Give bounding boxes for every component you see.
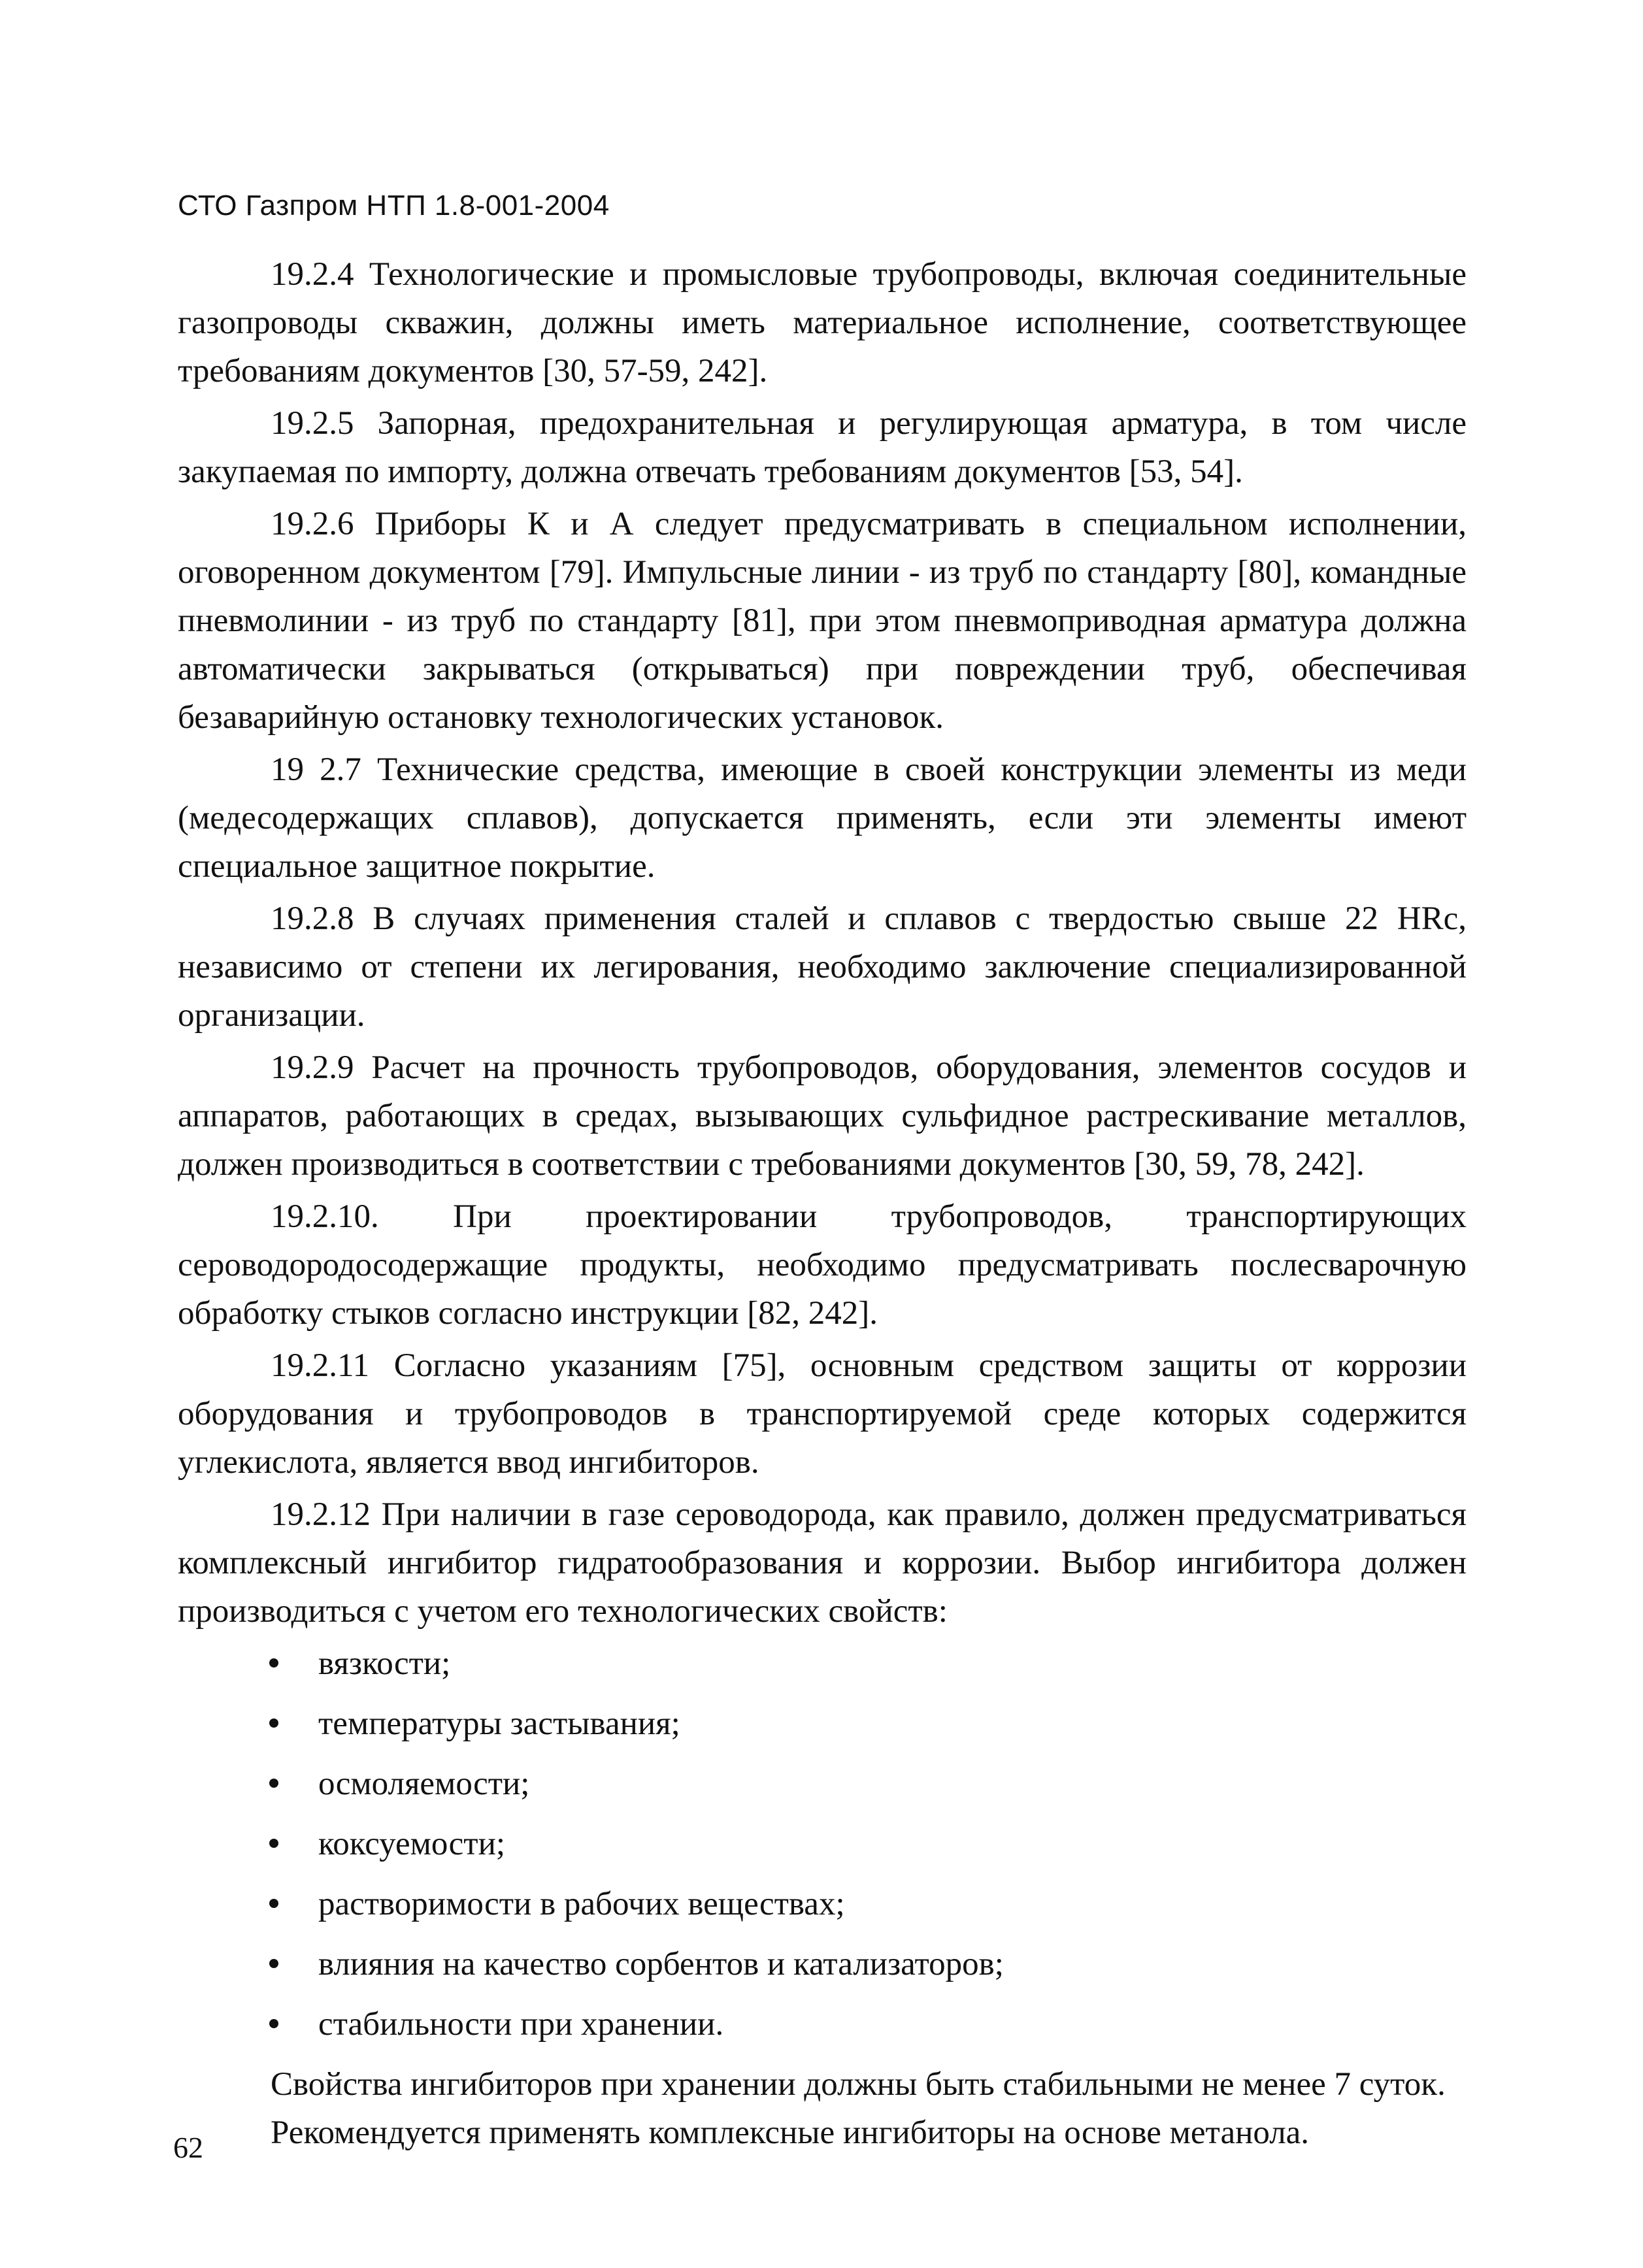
paragraph-19-2-10: 19.2.10. При проектировании трубопроводов, транспортирующих сероводородосодержащие продукты, необходимо предусматривать послесварочную обработку стыков согласно инструкции [82, 242]. [178, 1198, 1467, 1332]
page-number: 62 [173, 2131, 203, 2164]
paragraph-19-2-9: 19.2.9 Расчет на прочность трубопроводов, оборудования, элементов сосудов и аппаратов, работающих в средах, вызывающих сульфидное растрескивание металлов, должен производиться в соответствии с требованиями документов [30, 59, 78, 242]. [178, 1049, 1467, 1183]
document-header: СТО Газпром НТП 1.8-001-2004 [178, 189, 610, 222]
list-item-text: осмоляемости; [318, 1766, 530, 1802]
list-item-text: стабильности при хранении. [318, 2006, 724, 2043]
paragraph-19-2-4: 19.2.4 Технологические и промысловые трубопроводы, включая соединительные газопроводы скважин, должны иметь материальное исполнение, соответствующее требованиям документов [30, 57-59, 242]. [178, 256, 1467, 389]
bullet-icon [269, 1779, 278, 1788]
paragraph-19-2-12: 19.2.12 При наличии в газе сероводорода, как правило, должен предусматриваться комплексный ингибитор гидратообразования и коррозии. Выбор ингибитора должен производиться с учетом его технологических свойств: [178, 1496, 1467, 1630]
list-item-text: температуры застывания; [318, 1705, 680, 1742]
closing-line-stability: Свойства ингибиторов при хранении должны быть стабильными не менее 7 суток. [271, 2066, 1446, 2103]
paragraph-19-2-11: 19.2.11 Согласно указаниям [75], основным средством защиты от коррозии оборудования и трубопроводов в транспортируемой среде которых содержится углекислота, является ввод ингибиторов. [178, 1347, 1467, 1481]
list-item [178, 1700, 1467, 1748]
bullet-icon [269, 1718, 278, 1728]
inhibitor-properties-list [178, 1639, 1467, 2048]
paragraph-19-2-6: 19.2.6 Приборы К и А следует предусматривать в специальном исполнении, оговоренном документом [79]. Импульсные линии - из труб по стандарту [80], командные пневмолинии - из труб по стандарту [81], при этом пневмоприводная арматура должна автоматически закрываться (открываться) при повреждении труб, обеспечивая безаварийную остановку технологических установок. [178, 506, 1467, 736]
bullet-icon [269, 1658, 278, 1668]
paragraph-19-2-5: 19.2.5 Запорная, предохранительная и регулирующая арматура, в том числе закупаемая по импорту, должна отвечать требованиям документов [53, 54]. [178, 405, 1467, 490]
paragraph-19-2-8: 19.2.8 В случаях применения сталей и сплавов с твердостью свыше 22 HRc, независимо от степени их легирования, необходимо заключение специализированной организации. [178, 900, 1467, 1034]
list-item [178, 1940, 1467, 1988]
list-item [178, 1820, 1467, 1868]
list-item [178, 2000, 1467, 2048]
closing-line-recommendation: Рекомендуется применять комплексные ингибиторы на основе метанола. [271, 2114, 1310, 2151]
bullet-icon [269, 1839, 278, 1848]
document-body [178, 250, 1467, 2157]
paragraph-19-2-7: 19 2.7 Технические средства, имеющие в своей конструкции элементы из меди (медесодержащих сплавов), допускается применять, если эти элементы имеют специальное защитное покрытие. [178, 751, 1467, 885]
list-item-text: вязкости; [318, 1645, 451, 1682]
list-item-text: влияния на качество сорбентов и катализаторов; [318, 1946, 1004, 1982]
list-item [178, 1760, 1467, 1808]
bullet-icon [269, 1899, 278, 1908]
bullet-icon [269, 1959, 278, 1968]
list-item [178, 1880, 1467, 1928]
list-item-text: растворимости в рабочих веществах; [318, 1886, 845, 1922]
list-item [178, 1639, 1467, 1688]
bullet-icon [269, 2019, 278, 2028]
list-item-text: коксуемости; [318, 1826, 506, 1862]
